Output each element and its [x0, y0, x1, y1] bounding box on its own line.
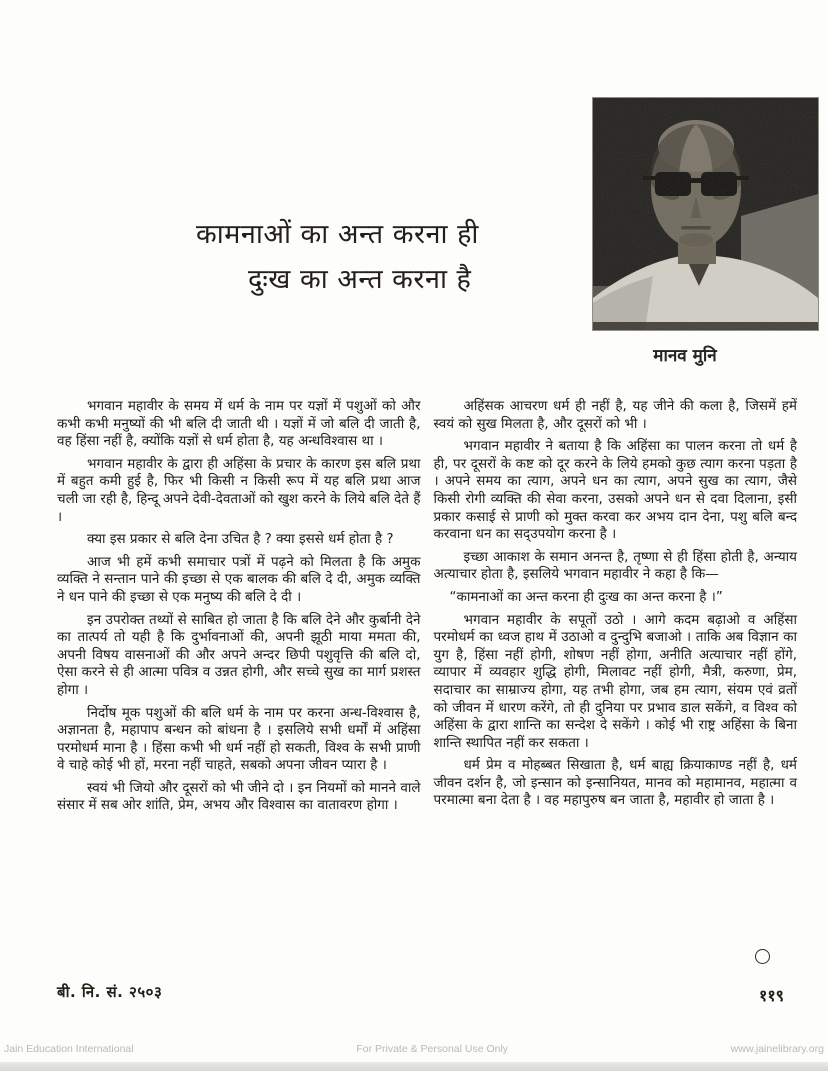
paragraph: निर्दोष मूक पशुओं की बलि धर्म के नाम पर करना अन्ध-विश्वास है, अज्ञानता है, महापाप बन्धन को बांधना है । इसलिये सभी धर्मों में अहिंसा परमोधर्म माना है । हिंसा कभी भी धर्म नहीं हो सकती, विश्व के सभी प्राणी वे चाहे कोई भी हों, मरना नहीं चाहते, सबको अपना जीवन प्यारा है । [57, 704, 421, 774]
paragraph: अहिंसक आचरण धर्म ही नहीं है, यह जीने की कला है, जिसमें हमें स्वयं को सुख मिलता है, और दूसरों को भी । [433, 398, 797, 432]
paragraph: धर्म प्रेम व मोहब्बत सिखाता है, धर्म बाह्य क्रियाकाण्ड नहीं है, धर्म जीवन दर्शन है, जो इन्सान को इन्सानियत, मानव को महामानव, महात्मा व परमात्मा बना देता है । वह महापुरुष बन जाता है, महावीर हो जाता है । [433, 757, 797, 809]
article-title [196, 212, 479, 302]
right-column [434, 398, 798, 820]
paragraph: इच्छा आकाश के समान अनन्त है, तृष्णा से ही हिंसा होती है, अन्याय अत्याचार होता है, इसलिये भगवान महावीर ने कहा है कि— [433, 548, 797, 583]
end-of-article-circle-icon [755, 949, 770, 964]
article-body [57, 398, 797, 820]
paragraph: इन उपरोक्त तथ्यों से साबित हो जाता है कि बलि देने और कुर्बानी देने का तात्पर्य तो यही है कि दुर्भावनाओं की, अपनी झूठी माया ममता की, अपनी विषय वासनाओं की और अपने अन्दर छिपी पशुवृत्ति की बलि दो, ऐसा करने से ही आत्मा पवित्र व उन्नत होगी, और सच्चे सुख का मार्ग प्रशस्त होगा । [57, 611, 421, 698]
paragraph: स्वयं भी जियो और दूसरों को भी जीने दो । इन नियमों को मानने वाले संसार में सब ओर शांति, प्रेम, अभय और विश्वास का वातावरण होगा । [57, 779, 421, 814]
author-photo [593, 98, 818, 330]
page-number: ११९ [759, 986, 784, 1005]
paragraph: भगवान महावीर ने बताया है कि अहिंसा का पालन करना तो धर्म है ही, पर दूसरों के कष्ट को दूर करने के लिये हमको कुछ त्याग करना पड़ता है । अपने समय का त्याग, अपने धन का त्याग, अपने सुख का त्याग, जैसे किसी रोगी व्यक्ति की सेवा करना, उसको अपने धन से दवा दिलाना, इसी प्रकार कसाई से प्राणी को मुक्त करवा कर अभय दान देना, पशु बलि बन्द करवाना धन का सद्उपयोग करना है । [433, 438, 797, 543]
paragraph: भगवान महावीर के द्वारा ही अहिंसा के प्रचार के कारण इस बलि प्रथा में बहुत कमी हुई है, फिर भी किसी न किसी रूप में यह बलि प्रथा आज चली जा रही है, हिन्दू अपने देवी-देवताओं को खुश करने के लिये बलि देते हैं । [57, 455, 421, 525]
portrait-photo-icon [593, 98, 818, 330]
author-name: मानव मुनि [653, 346, 717, 366]
article-title-line1: कामनाओं का अन्त करना ही [196, 219, 479, 250]
paragraph: आज भी हमें कभी समाचार पत्रों में पढ़ने को मिलता है कि अमुक व्यक्ति ने सन्तान पाने की इच्छा से एक बालक की बलि दे दी, अमुक व्यक्ति ने धन पाने की इच्छा से एक मनुष्य की बलि दे दी । [57, 553, 421, 605]
footer-era-code: बी. नि. सं. २५०३ [57, 983, 163, 1001]
scan-bottom-edge [0, 1062, 828, 1071]
article-title-line2: दुःख का अन्त करना है [248, 264, 472, 295]
watermark-left: Jain Education International [4, 1043, 134, 1055]
paragraph: भगवान महावीर के समय में धर्म के नाम पर यज्ञों में पशुओं को और कभी कभी मनुष्यों की भी बलि दी जाती थी । यज्ञों में जो बलि दी जाती है, वह हिंसा नहीं है, क्योंकि यज्ञों से धर्म होता है, यह अन्धविश्वास था । [57, 398, 421, 450]
pull-quote: “कामनाओं का अन्त करना ही दुःख का अन्त करना है ।” [449, 588, 723, 605]
scan-watermark-bar [0, 1043, 828, 1055]
watermark-center: For Private & Personal Use Only [356, 1043, 509, 1055]
left-column [57, 398, 421, 820]
paragraph: क्या इस प्रकार से बलि देना उचित है ? क्या इससे धर्म होता है ? [87, 531, 394, 548]
watermark-right: www.jainelibrary.org [730, 1043, 824, 1055]
paragraph: भगवान महावीर के सपूतों उठो । आगे कदम बढ़ाओ व अहिंसा परमोधर्म का ध्वज हाथ में उठाओ व दुन्दुभि बजाओ । ताकि अब विज्ञान का युग है, हिंसा नहीं होगी, शोषण नहीं होगा, अनीति अत्याचार नहीं होंगे, व्यापार में व्यवहार शुद्धि होगी, मिलावट नहीं होगी, मैत्री, करुणा, प्रेम, सदाचार का साम्राज्य होगा, यह तभी होगा, जब हम त्याग, संयम एवं व्रतों को जीवन में धारण करेंगे, तो ही दुनिया पर प्रभाव डाल सकेंगे, व विश्व को अहिंसा के द्वारा शान्ति का सन्देश दे सकेंगे । कोई भी राष्ट्र अहिंसा के बिना शान्ति स्थापित नहीं कर सकता । [433, 611, 797, 751]
